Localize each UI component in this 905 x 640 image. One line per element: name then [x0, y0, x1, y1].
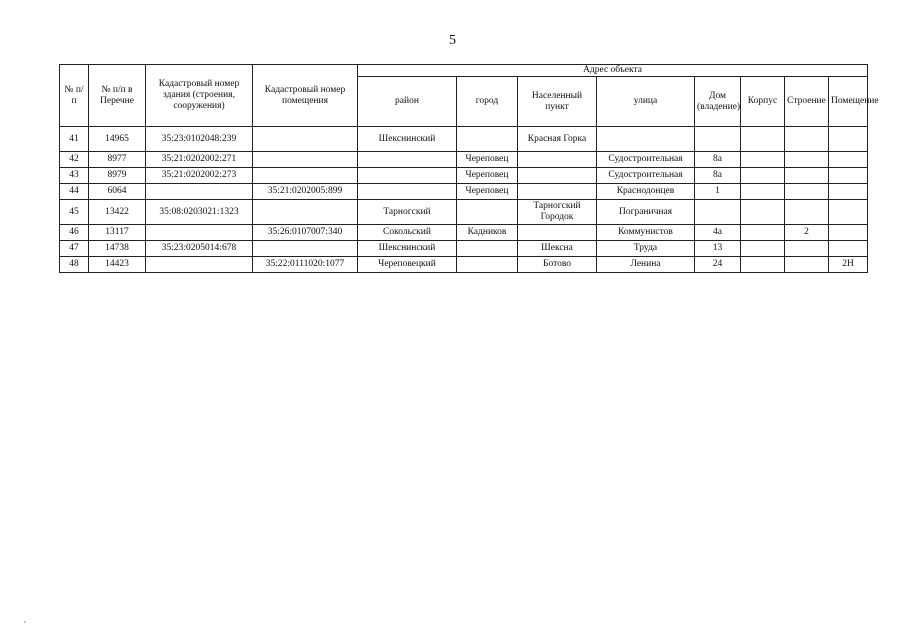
property-table: [59, 64, 879, 273]
cell-settlement: Красная Горка: [518, 127, 597, 152]
cell-settlement: Тарногский Городок: [518, 200, 597, 225]
cell-pomeshchenie: [829, 168, 868, 184]
table-row: [60, 168, 868, 184]
cell-street: Ленина: [597, 257, 695, 273]
cell-pomeshchenie: [829, 241, 868, 257]
cell-num: 46: [60, 225, 89, 241]
cell-street: Коммунистов: [597, 225, 695, 241]
cell-stroenie: [785, 257, 829, 273]
cell-korpus: [741, 241, 785, 257]
header-building-cadastral: Кадастровый номер здания (строения, сооружения): [146, 65, 253, 127]
cell-street: Труда: [597, 241, 695, 257]
cell-stroenie: [785, 200, 829, 225]
cell-building-cadastral: 35:21:0202002:273: [146, 168, 253, 184]
header-stroenie: Строение: [785, 77, 829, 127]
header-settlement: Населенный пункт: [518, 77, 597, 127]
cell-street: Судостроительная: [597, 168, 695, 184]
scan-speck: [24, 621, 26, 623]
cell-building-cadastral: 35:23:0205014:678: [146, 241, 253, 257]
cell-list-num: 13422: [89, 200, 146, 225]
cell-city: Кадников: [457, 225, 518, 241]
cell-room-cadastral: [253, 127, 358, 152]
table-row: [60, 184, 868, 200]
cell-stroenie: [785, 184, 829, 200]
cell-settlement: [518, 225, 597, 241]
cell-pomeshchenie: [829, 200, 868, 225]
cell-num: 42: [60, 152, 89, 168]
table-row: [60, 241, 868, 257]
header-address-group: Адрес объекта: [358, 65, 868, 77]
cell-list-num: 14423: [89, 257, 146, 273]
cell-list-num: 13117: [89, 225, 146, 241]
cell-settlement: [518, 168, 597, 184]
header-pomeshchenie: Помещение: [829, 77, 868, 127]
cell-korpus: [741, 200, 785, 225]
cell-district: [358, 184, 457, 200]
cell-settlement: Шексна: [518, 241, 597, 257]
cell-korpus: [741, 152, 785, 168]
cell-street: Судостроительная: [597, 152, 695, 168]
cell-city: Череповец: [457, 152, 518, 168]
cell-street: [597, 127, 695, 152]
cell-num: 45: [60, 200, 89, 225]
cell-street: Пограничная: [597, 200, 695, 225]
cell-list-num: 14738: [89, 241, 146, 257]
cell-district: Тарногский: [358, 200, 457, 225]
header-house: Дом (владение): [695, 77, 741, 127]
cell-room-cadastral: 35:22:0111020:1077: [253, 257, 358, 273]
cell-building-cadastral: [146, 225, 253, 241]
cell-room-cadastral: 35:26:0107007:340: [253, 225, 358, 241]
table-row: [60, 200, 868, 225]
cell-num: 43: [60, 168, 89, 184]
cell-korpus: [741, 257, 785, 273]
table-row: [60, 152, 868, 168]
header-korpus: Корпус: [741, 77, 785, 127]
cell-pomeshchenie: [829, 127, 868, 152]
cell-korpus: [741, 184, 785, 200]
cell-house: 13: [695, 241, 741, 257]
header-list-num: № п/п в Перечне: [89, 65, 146, 127]
cell-pomeshchenie: [829, 184, 868, 200]
table-row: [60, 127, 868, 152]
cell-district: [358, 152, 457, 168]
cell-city: Череповец: [457, 168, 518, 184]
cell-city: Череповец: [457, 184, 518, 200]
cell-list-num: 8977: [89, 152, 146, 168]
cell-city: [457, 241, 518, 257]
cell-num: 41: [60, 127, 89, 152]
cell-house: [695, 200, 741, 225]
cell-list-num: 6064: [89, 184, 146, 200]
cell-korpus: [741, 127, 785, 152]
cell-house: 4а: [695, 225, 741, 241]
header-city: город: [457, 77, 518, 127]
table-row: [60, 257, 868, 273]
header-street: улица: [597, 77, 695, 127]
cell-settlement: [518, 152, 597, 168]
cell-house: [695, 127, 741, 152]
cell-stroenie: [785, 168, 829, 184]
cell-pomeshchenie: 2Н: [829, 257, 868, 273]
cell-room-cadastral: [253, 241, 358, 257]
cell-stroenie: [785, 127, 829, 152]
header-num: № п/п: [60, 65, 89, 127]
cell-city: [457, 257, 518, 273]
cell-pomeshchenie: [829, 152, 868, 168]
page-number: 5: [449, 33, 456, 48]
cell-room-cadastral: [253, 152, 358, 168]
cell-num: 44: [60, 184, 89, 200]
cell-stroenie: [785, 241, 829, 257]
cell-city: [457, 200, 518, 225]
cell-house: 8а: [695, 152, 741, 168]
cell-district: [358, 168, 457, 184]
cell-house: 8а: [695, 168, 741, 184]
cell-city: [457, 127, 518, 152]
cell-district: Шекснинский: [358, 241, 457, 257]
cell-building-cadastral: 35:21:0202002:271: [146, 152, 253, 168]
cell-stroenie: [785, 152, 829, 168]
cell-district: Шекснинский: [358, 127, 457, 152]
cell-house: 24: [695, 257, 741, 273]
cell-room-cadastral: [253, 200, 358, 225]
cell-building-cadastral: [146, 257, 253, 273]
cell-korpus: [741, 168, 785, 184]
cell-district: Сокольский: [358, 225, 457, 241]
cell-house: 1: [695, 184, 741, 200]
cell-room-cadastral: [253, 168, 358, 184]
cell-building-cadastral: 35:23:0102048:239: [146, 127, 253, 152]
header-district: район: [358, 77, 457, 127]
header-room-cadastral: Кадастровый номер помещения: [253, 65, 358, 127]
cell-list-num: 14965: [89, 127, 146, 152]
cell-district: Череповецкий: [358, 257, 457, 273]
table-row: [60, 225, 868, 241]
cell-num: 48: [60, 257, 89, 273]
cell-street: Краснодонцев: [597, 184, 695, 200]
cell-building-cadastral: 35:08:0203021:1323: [146, 200, 253, 225]
cell-korpus: [741, 225, 785, 241]
cell-settlement: [518, 184, 597, 200]
cell-settlement: Ботово: [518, 257, 597, 273]
cell-stroenie: 2: [785, 225, 829, 241]
cell-building-cadastral: [146, 184, 253, 200]
cell-room-cadastral: 35:21:0202005:899: [253, 184, 358, 200]
cell-num: 47: [60, 241, 89, 257]
cell-pomeshchenie: [829, 225, 868, 241]
cell-list-num: 8979: [89, 168, 146, 184]
